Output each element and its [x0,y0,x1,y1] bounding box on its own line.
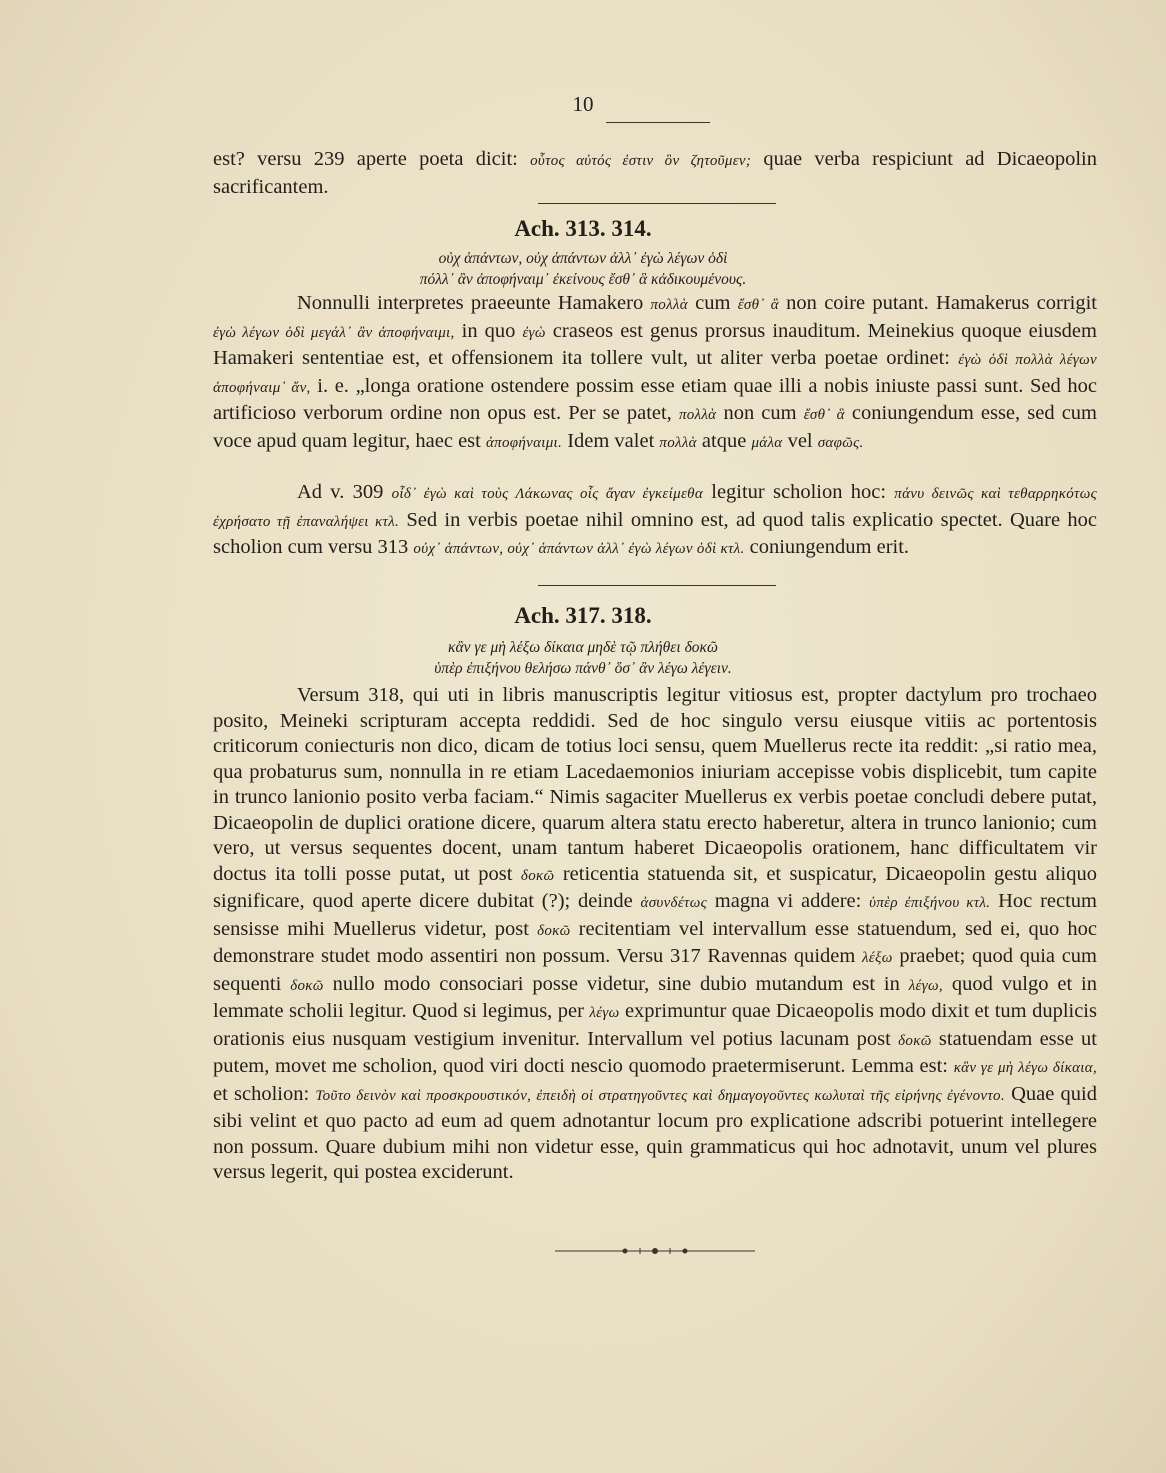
greek-quote: κἂν γε μὴ λέγω δίκαια, [953,1060,1097,1076]
text-run: reticentia statuenda sit, et suspicatur, Dicaeopolin gestu aliquo significare, quod aperte dicere dubitat (?); deinde [213,862,1097,912]
text-run: atque [696,429,752,452]
text-run: non coire putant. Hamakerus corrigit [778,292,1097,314]
page-number-rule [606,122,710,123]
greek-quote: λέγω [589,1005,620,1021]
text-run: est? versu 239 aperte poeta dicit: [213,148,531,170]
greek-quote: ἐγὼ [522,324,546,341]
greek-quote: λέγω, [908,977,943,994]
greek-quote: λέξω [862,950,893,966]
verse-line: πόλλ᾽ ἂν ἀποφήναιμ᾽ ἐκείνους ἔσθ᾽ ἃ κἀδικουμένους. [419,271,747,288]
text-run: vel [782,429,818,452]
text-run: Sed in verbis poetae nihil omnino est, ad quod talis explicatio spectet. Quare hoc scholion cum versu 313 [213,508,1097,558]
greek-quote: Τοῦτο δεινὸν καὶ προσκρουστικόν, ἐπειδὴ οἱ στρατηγοῦντες καὶ δημαγογοῦντες κωλυταὶ τῆς εἰρήνης ἐγένοντο. [315,1087,1005,1104]
verse-line: ὑπὲρ ἐπιξήνου θελήσω πάνθ᾽ ὅσ᾽ ἂν λέγω λέγειν. [434,660,732,677]
greek-quote: ἔσθ᾽ ἃ [737,297,779,313]
text-run: non cum [716,402,804,424]
text-run: craseos est genus prorsus inauditum. Meinekius quoque eiusdem Hamakeri sententiae est, et offensionem ita tollere vult, ut aliter verba poetae ordinet: [213,319,1097,369]
text-run: coniungendum erit. [744,536,910,558]
greek-quote: ἐγὼ λέγων ὁδὶ μεγάλ᾽ ἂν ἀποφήναιμι, [213,324,455,341]
greek-quote: οἶδ᾽ ἐγὼ καὶ τοὺς Λάκωνας οἷς ἄγαν ἐγκείμεθα [391,486,703,502]
paragraph-313-commentary [213,291,1097,456]
greek-quote: ἀσυνδέτως [640,895,707,911]
text-run: magna vi addere: [706,890,870,912]
greek-quote: δοκῶ [898,1032,932,1049]
greek-quote: πολλὰ [659,434,697,451]
text-run: Nonnulli interpretes praeeunte Hamakero [297,292,651,314]
greek-quote: ἀποφήναιμι. [485,434,563,451]
text-run: coniungendum esse, sed cum voce apud quam legitur, haec est [213,402,1097,452]
text-run: Ad v. 309 [297,481,392,503]
greek-quote: δοκῶ [537,922,571,939]
text-run: in quo [454,319,523,342]
greek-quote: σαφῶς. [817,434,864,451]
section-heading-313: Ach. 313. 314. [514,216,652,241]
greek-quote: οὗτος αὐτός ἐστιν ὃν ζητοῦμεν; [530,153,752,169]
verse-line: κἂν γε μὴ λέξω δίκαια μηδὲ τῷ πλήθει δοκῶ [448,639,718,656]
greek-quote: μάλα [751,434,783,451]
greek-quote: πολλὰ [650,297,688,313]
text-run: quod vulgo et in lemmate scholii legitur. Quod si legimus, per [213,972,1097,1022]
verse-line: οὐχ ἁπάντων, οὐχ ἁπάντων ἀλλ᾽ ἐγὼ λέγων ὁδὶ [438,250,728,267]
text-run: recitentiam vel intervallum esse statuendum, sed ei, quo hoc demonstrare studet modo assentiri non possum. Versu 317 Ravennas quidem [213,917,1097,967]
section-divider [538,585,776,586]
greek-quote: δοκῶ [520,867,555,884]
text-run: Versum 318, qui uti in libris manuscriptis legitur vitiosus est, propter dactylum pro trochaeo posito, Meineki scripturam accepta reddidi. Sed de hoc singulo versu eiusque vitiis ac portentosis criticorum coniecturis non dico, dicam de totius loci sensu, quem Muellerus recte ita reddit: „si ratio mea, qua probaturus sum, nonnulla in re etiam Lacedaemonios iniuriam accepisse vobis displicebit, tum capite in trunco lanionio posito verba faciam.“ Nimis sagaciter Muellerus ex verbis poetae concludi debere putat, Dicaeopolin de duplici oratione dicere, quarum altera statu erecto haberetur, altera in trunco lanionio; cum vero, ut versus sequentes docent, unam tantum haberet Dicaeopolis orationem, hanc difficultatem vir doctus ita tolli posse putat, ut post [213,684,1097,885]
text-run: quae verba respiciunt ad Dicaeopolin sacrificantem. [213,148,1097,198]
text-run: praebet; quod quia cum sequenti [213,945,1097,995]
text-run: statuendam esse ut putem, movet me scholion, quod viri docti nescio quomodo praetermiserunt. Lemma est: [213,1027,1097,1077]
greek-quote: ἔσθ᾽ ἃ [803,407,845,423]
text-run: legitur scholion hoc: [703,481,895,503]
greek-quote: πολλὰ [678,407,717,423]
text-run: exprimuntur quae Dicaeopolis modo dixit et tum duplicis orationis eius nusquam vestigium invenitur. Intervallum vel potius lacunam post [213,1000,1097,1050]
greek-quote: δοκῶ [290,977,324,994]
text-run: et scholion: [213,1082,316,1105]
text-run: Idem valet [562,429,660,452]
greek-quote: ὑπὲρ ἐπιξήνου κτλ. [869,895,991,911]
text-run: nullo modo consociari posse videtur, sine dubio mutandum est in [323,972,909,995]
text-run: Quae quid sibi velint et quo pacto ad eum ad quem adnotantur locum pro explicatione adscribi potuerint intellegere non possum. Quare dubium mihi non videtur esse, quin grammaticus qui hoc adnotavit, unum vel plures versus legerit, qui postea exciderunt. [213,1082,1098,1183]
paragraph-intro [213,147,1097,200]
paragraph-317-commentary [213,683,1097,1186]
greek-quote: οὐχ᾽ ἁπάντων, οὐχ᾽ ἁπάντων ἀλλ᾽ ἐγὼ λέγων ὁδὶ κτλ. [413,541,745,557]
greek-quote: πάνυ δεινῶς καὶ τεθαρρηκότως ἐχρήσατο τῇ ἐπαναλήψει κτλ. [213,486,1097,530]
section-heading-317: Ach. 317. 318. [514,603,652,628]
section-divider [538,203,776,204]
text-run: Hoc rectum sensisse mihi Muellerus videtur, post [213,890,1097,940]
end-ornament [555,1247,755,1255]
text-run: i. e. „longa oratione ostendere possim esse etiam quae illi a nobis iniuste passi sunt. Sed hoc artificioso verborum ordine non opus est. Per se patet, [213,374,1097,424]
paragraph-309-scholion [213,480,1097,563]
text-run: cum [687,292,738,314]
greek-quote: ἐγὼ ὁδὶ πολλὰ λέγων ἀποφήναιμ᾽ ἄν, [213,352,1097,396]
page-number: 10 [572,92,594,116]
